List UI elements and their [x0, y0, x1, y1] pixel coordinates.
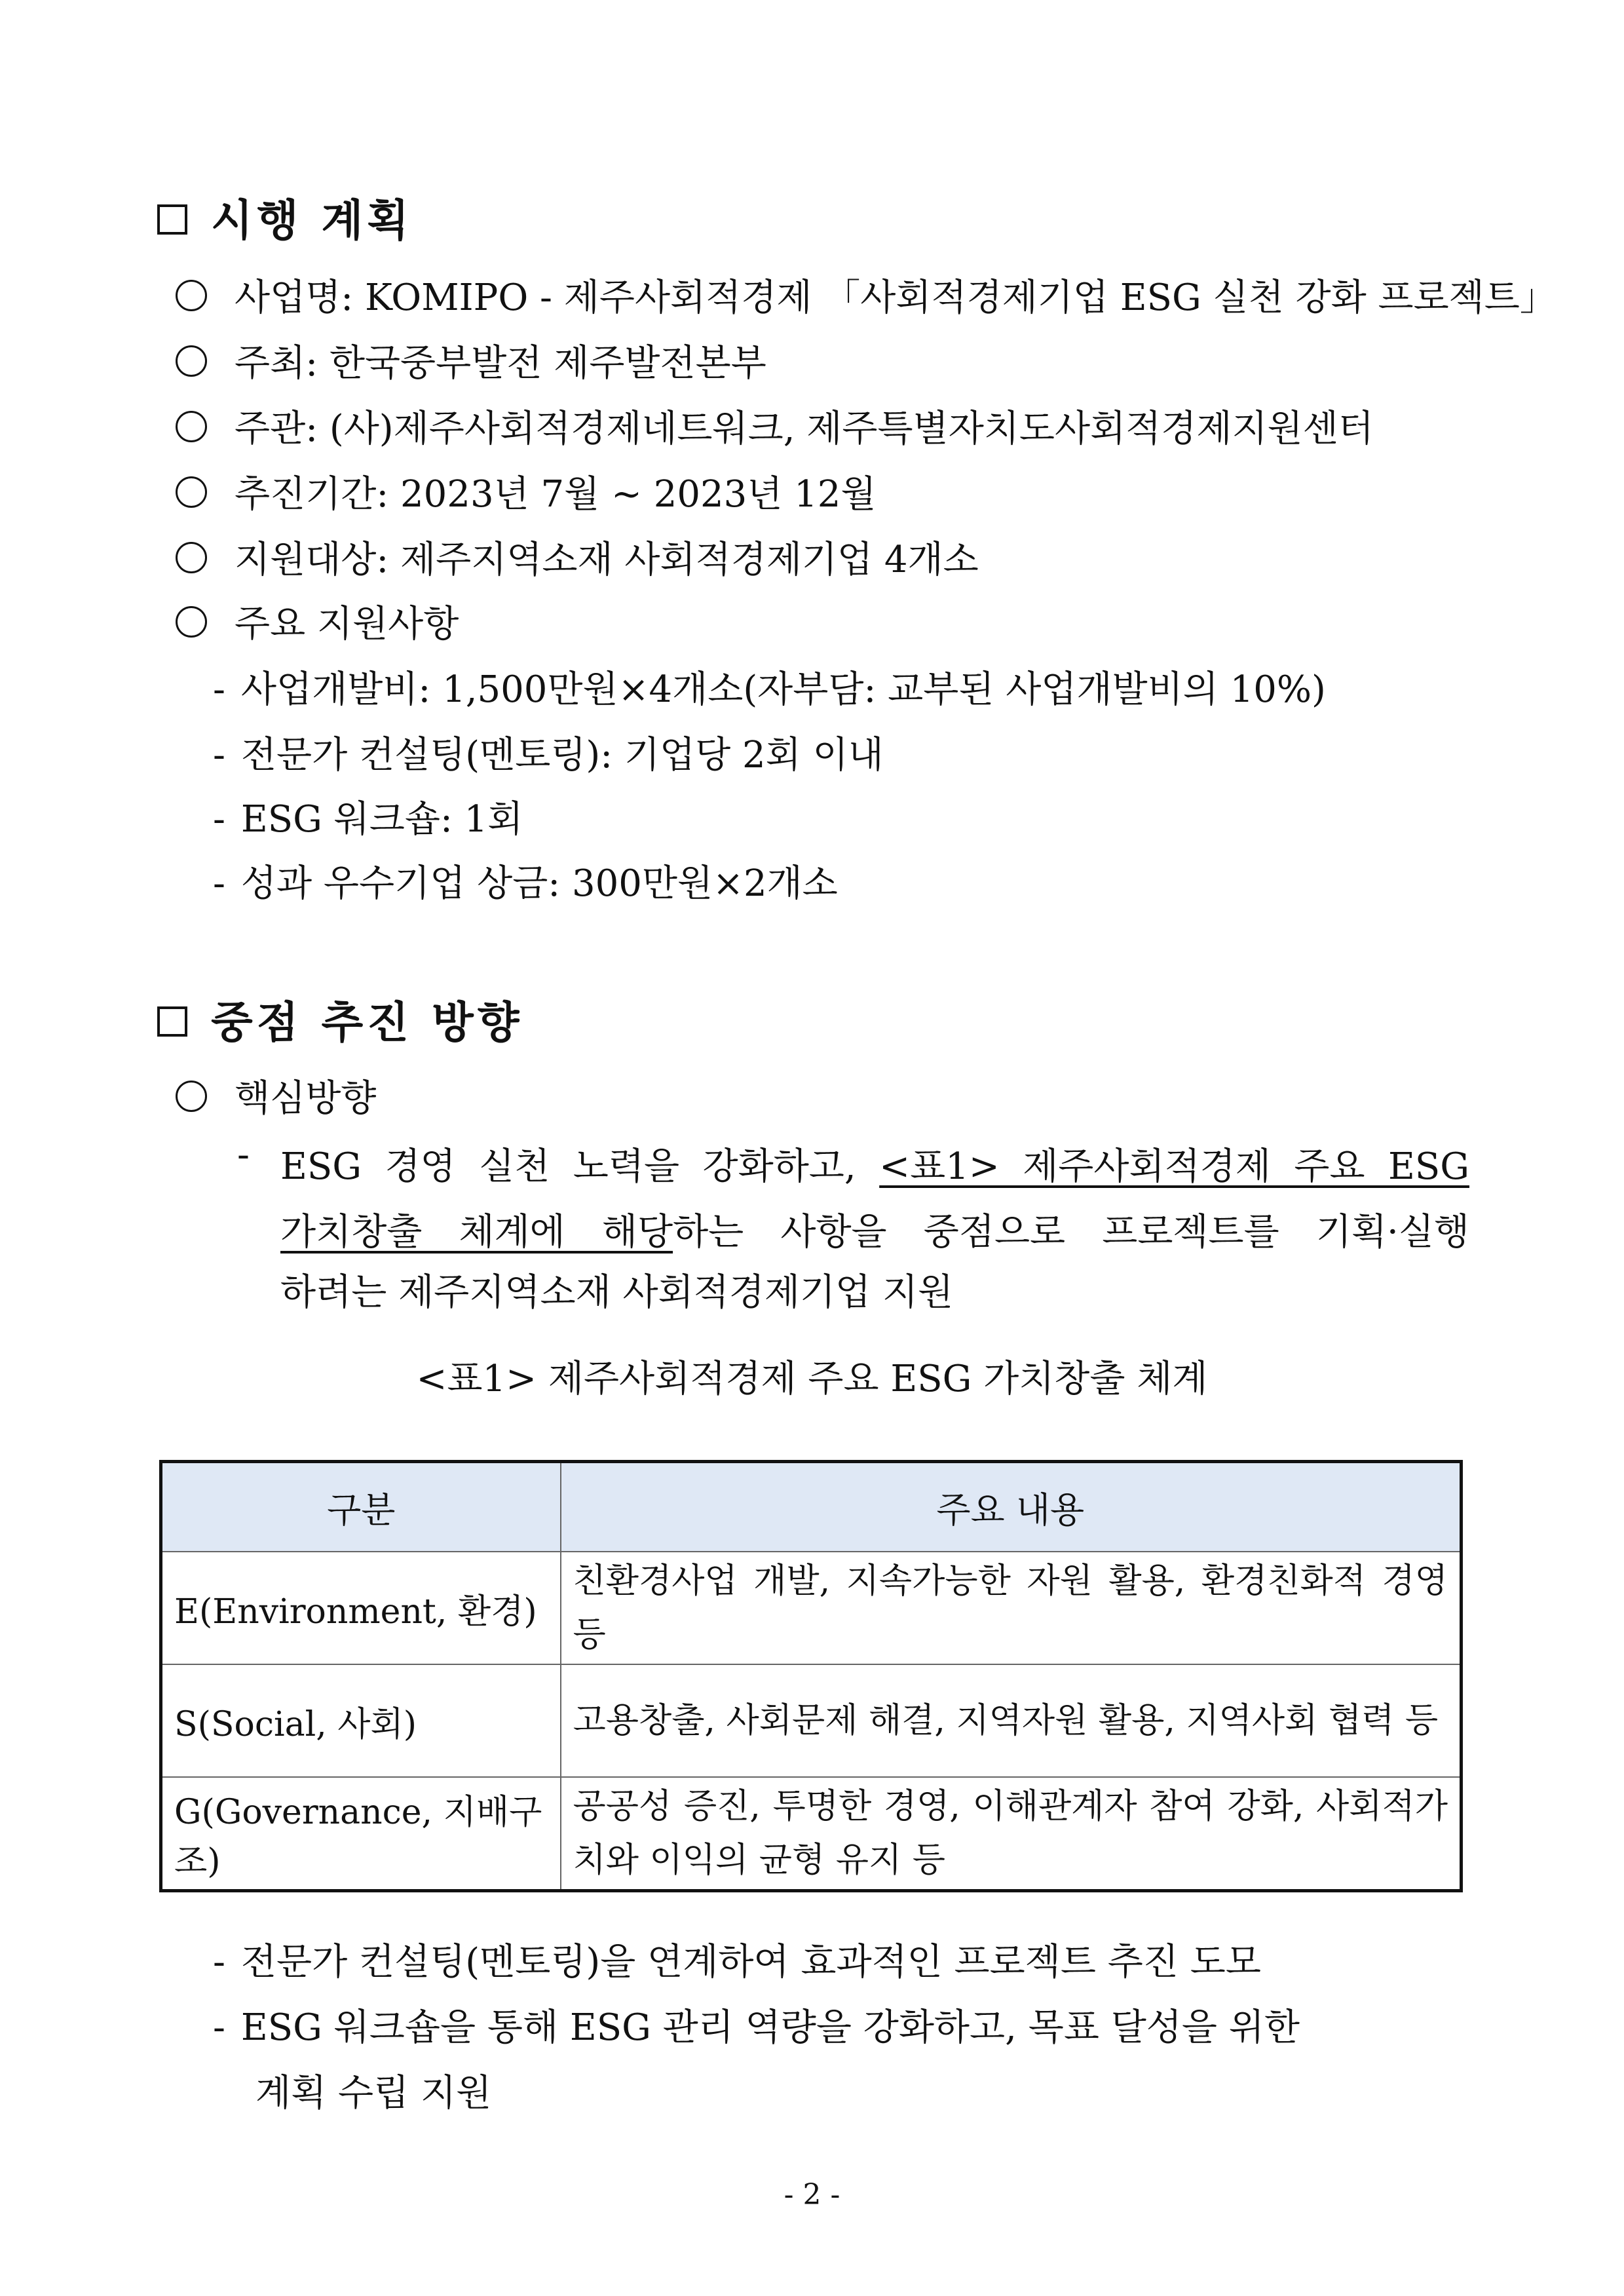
plan-item-text: 추진기간: 2023년 7월 ~ 2023년 12월 — [235, 473, 877, 516]
section-heading-direction — [157, 987, 523, 1050]
section-title: 시행 계획 — [211, 195, 413, 246]
circle-bullet-icon — [176, 280, 207, 311]
circle-bullet-icon — [176, 542, 207, 573]
table-cell-category: G(Governance, 지배구조) — [161, 1777, 561, 1891]
table-cell-category: S(Social, 사회) — [161, 1664, 561, 1777]
table-row — [161, 1777, 1462, 1891]
esg-value-table — [159, 1460, 1463, 1892]
after-item-continuation: 계획 수립 지원 — [255, 2072, 492, 2114]
section-title: 중점 추진 방향 — [211, 997, 523, 1048]
plan-item — [176, 531, 979, 583]
table-caption: <표1> 제주사회적경제 주요 ESG 가치창출 체계 — [416, 1358, 1208, 1400]
after-item-text: ESG 워크숍을 통해 ESG 관리 역량을 강화하고, 목표 달성을 위한 — [240, 2006, 1300, 2049]
core-direction-label: 핵심방향 — [235, 1077, 377, 1120]
plan-item-text: 주관: (사)제주사회적경제네트워크, 제주특별자치도사회적경제지원센터 — [235, 408, 1374, 450]
para-underlined-text: <표1> 제주사회적경제 주요 ESG — [879, 1145, 1469, 1188]
support-item-text: 성과 우수기업 상금: 300만원×2개소 — [240, 862, 838, 905]
after-item: - ESG 워크숍을 통해 ESG 관리 역량을 강화하고, 목표 달성을 위한 — [213, 2006, 1300, 2049]
plan-item — [176, 400, 1374, 452]
plan-item — [176, 334, 766, 387]
checkbox-square-icon — [157, 204, 187, 235]
table-header-row — [161, 1462, 1462, 1552]
after-item: - 전문가 컨설팅(멘토링)을 연계하여 효과적인 프로젝트 추진 도모 — [213, 1941, 1261, 1983]
circle-bullet-icon — [176, 476, 207, 508]
circle-bullet-icon — [176, 345, 207, 377]
table-cell-content: 공공성 증진, 투명한 경영, 이해관계자 참여 강화, 사회적가치와 이익의 균형 유지 등 — [561, 1777, 1462, 1891]
core-direction-line-1 — [280, 1134, 1469, 1200]
support-item-text: 전문가 컨설팅(멘토링): 기업당 2회 이내 — [240, 734, 884, 776]
plan-item — [176, 269, 1557, 321]
section-heading-plan — [157, 185, 413, 248]
plan-item — [176, 595, 459, 647]
table-header-content: 주요 내용 — [561, 1462, 1462, 1552]
support-item-text: ESG 워크숍: 1회 — [240, 798, 523, 841]
support-item: - 전문가 컨설팅(멘토링): 기업당 2회 이내 — [213, 734, 884, 776]
table-cell-content: 고용창출, 사회문제 해결, 지역자원 활용, 지역사회 협력 등 — [561, 1664, 1462, 1777]
circle-bullet-icon — [176, 1081, 207, 1112]
support-item-text: 사업개발비: 1,500만원×4개소(자부담: 교부된 사업개발비의 10%) — [240, 668, 1326, 711]
plan-item-text: 지원대상: 제주지역소재 사회적경제기업 4개소 — [235, 539, 979, 581]
support-item: - ESG 워크숍: 1회 — [213, 798, 523, 841]
checkbox-square-icon — [157, 1006, 187, 1037]
page-number: - 2 - — [784, 2178, 840, 2211]
circle-bullet-icon — [176, 411, 207, 442]
support-item: - 사업개발비: 1,500만원×4개소(자부담: 교부된 사업개발비의 10%) — [213, 668, 1326, 711]
table-cell-category: E(Environment, 환경) — [161, 1552, 561, 1664]
plan-item-text: 사업명: KOMIPO - 제주사회적경제 「사회적경제기업 ESG 실천 강화 프로젝트」 — [235, 277, 1557, 319]
core-direction-line-3 — [280, 1263, 953, 1316]
table-cell-content: 친환경사업 개발, 지속가능한 자원 활용, 환경친화적 경영 등 — [561, 1552, 1462, 1664]
circle-bullet-icon — [176, 606, 207, 638]
table-row — [161, 1552, 1462, 1664]
after-item-text: 전문가 컨설팅(멘토링)을 연계하여 효과적인 프로젝트 추진 도모 — [240, 1941, 1261, 1983]
para-text: 하려는 제주지역소재 사회적경제기업 지원 — [280, 1271, 954, 1314]
core-direction-line-2 — [280, 1199, 1469, 1265]
plan-item-text: 주최: 한국중부발전 제주발전본부 — [235, 342, 766, 385]
para-text: ESG 경영 실천 노력을 강화하고, — [280, 1145, 856, 1188]
table-header-category: 구분 — [161, 1462, 561, 1552]
para-text: 하는 사항을 중점으로 프로젝트를 기획·실행 — [673, 1211, 1470, 1253]
table-row — [161, 1664, 1462, 1777]
plan-item — [176, 465, 876, 518]
plan-item-text: 주요 지원사항 — [235, 603, 459, 645]
support-item: - 성과 우수기업 상금: 300만원×2개소 — [213, 862, 838, 905]
core-direction-item — [176, 1069, 376, 1122]
dash-bullet: - — [237, 1134, 250, 1176]
para-underlined-text: 가치창출 체계에 해당 — [280, 1211, 673, 1253]
